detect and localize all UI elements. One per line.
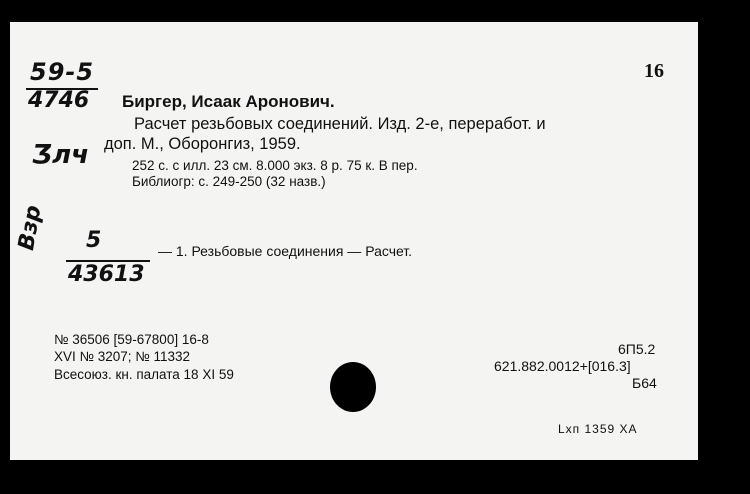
order-number: № 36506 [59-67800] 16-8 bbox=[54, 332, 209, 347]
udc-bbk: 6П5.2 bbox=[618, 341, 656, 357]
class-fraction-bottom: 43613 bbox=[68, 262, 145, 287]
punch-hole bbox=[330, 362, 376, 412]
bibliography-note: Библиогр: с. 249-250 (32 назв.) bbox=[132, 174, 326, 189]
series-number: XVI № 3207; № 11332 bbox=[54, 349, 191, 364]
physical-description: 252 с. с илл. 23 см. 8.000 экз. 8 р. 75 к. В пер. bbox=[132, 158, 418, 173]
title-line-2: доп. М., Оборонгиз, 1959. bbox=[104, 135, 301, 153]
title-line-1: Расчет резьбовых соединений. Изд. 2-е, переработ. и bbox=[134, 115, 546, 133]
catalog-card bbox=[10, 22, 698, 460]
shelf-mark-top: 59-5 bbox=[30, 58, 95, 86]
author-mark: Б64 bbox=[632, 375, 657, 391]
handwritten-note: Ӡлч bbox=[32, 140, 89, 170]
card-number: 16 bbox=[644, 60, 664, 82]
book-chamber: Всесоюз. кн. палата 18 XI 59 bbox=[54, 367, 234, 382]
udc-number: 621.882.0012+[016.3] bbox=[494, 358, 631, 374]
footer-code: Lxп 1359 XA bbox=[558, 422, 638, 436]
shelf-mark-bottom: 4746 bbox=[28, 88, 90, 113]
author-heading: Биргер, Исаак Аронович. bbox=[122, 92, 335, 111]
class-prefix: Взр bbox=[14, 203, 47, 253]
scan-border bbox=[0, 0, 10, 22]
class-fraction-top: 5 bbox=[86, 228, 102, 253]
subject-heading: — 1. Резьбовые соединения — Расчет. bbox=[158, 243, 413, 259]
